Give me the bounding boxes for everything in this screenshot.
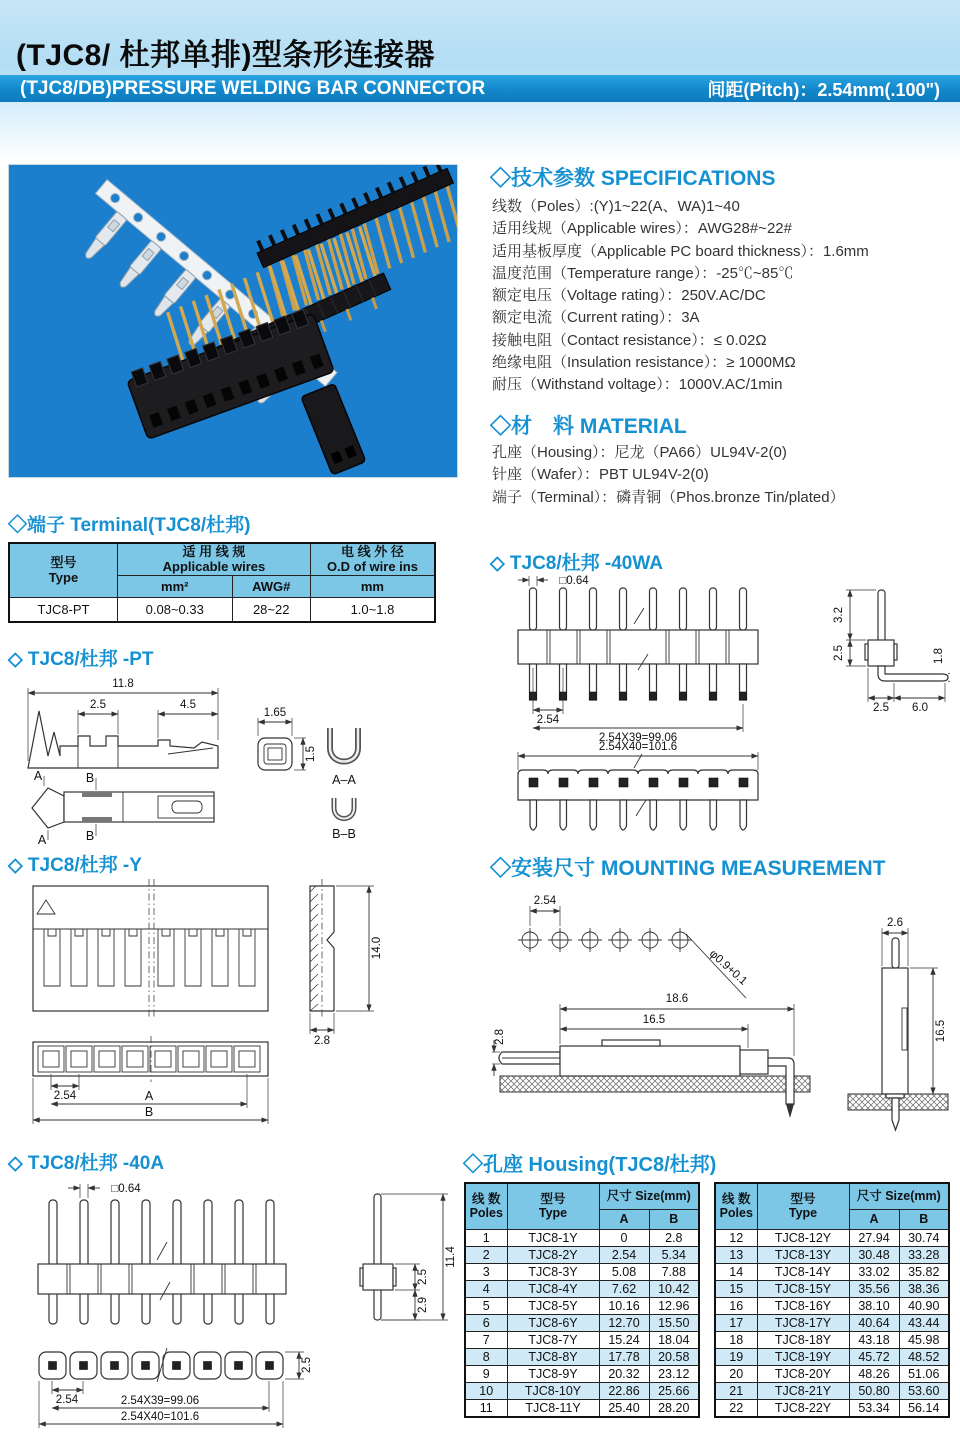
housing-row [715,1399,949,1417]
housing-heading: ◇孔座 Housing(TJC8/杜邦) [463,1154,717,1176]
dim-label: 2.54 [533,895,557,907]
dim-label: 2.5 [873,702,889,714]
housing-row [465,1331,699,1348]
type-cell: TJC8-4Y [507,1280,599,1297]
dim-label: 2.5 [417,1269,429,1285]
housing-row [465,1246,699,1263]
size-a-cell: 12.70 [599,1314,649,1331]
dim-label: 11.4 [445,1246,457,1268]
spec-line: 绝缘电阻（Insulation resistance）：≥ 1000MΩ [492,354,796,372]
type-cell: TJC8-16Y [757,1297,849,1314]
spec-line: 额定电压（Voltage rating）：250V.AC/DC [492,287,766,305]
dim-label: □0.64 [111,1183,141,1195]
terminal-awg-cell: 28~22 [232,597,310,622]
pt-end-view [258,707,317,770]
wa40-heading: ◇ TJC8/杜邦 -40WA [490,553,663,574]
pt-top-view [32,769,214,846]
type-cell: TJC8-21Y [757,1382,849,1399]
dim-label: 2.8 [494,1029,506,1045]
section-label: A–A [332,773,356,787]
dim-label: 2.54 [55,1394,79,1406]
mounting-side-view [492,993,810,1118]
type-cell: TJC8-6Y [507,1314,599,1331]
section-mark: A [33,769,43,783]
pt-side-view [28,678,218,768]
size-a-cell: 10.16 [599,1297,649,1314]
size-b-cell: 38.36 [899,1280,949,1297]
material-line: 针座（Wafer）：PBT UL94V-2(0) [492,466,709,484]
size-b-cell: 25.66 [649,1382,699,1399]
dim-label: 2.5 [90,699,106,711]
a40-heading: ◇ TJC8/杜邦 -40A [8,1153,165,1174]
type-cell: TJC8-13Y [757,1246,849,1263]
size-b-cell: 43.44 [899,1314,949,1331]
terminal-heading: ◇端子 Terminal(TJC8/杜邦) [8,515,251,536]
size-a-cell: 33.02 [849,1263,899,1280]
type-cell: TJC8-7Y [507,1331,599,1348]
housing-col-size: 尺寸 Size(mm) [849,1183,949,1209]
housing-col-type: 型号 Type [757,1183,849,1229]
type-cell: TJC8-2Y [507,1246,599,1263]
type-cell: TJC8-15Y [757,1280,849,1297]
housing-row [715,1365,949,1382]
section-mark: B [85,771,95,785]
type-cell: TJC8-12Y [757,1229,849,1246]
a40-drawing [8,1172,458,1433]
material-line: 孔座（Housing）：尼龙（PA66）UL94V-2(0) [492,444,787,461]
housing-row [465,1365,699,1382]
housing-row [715,1297,949,1314]
dim-label: 2.54X40=101.6 [598,741,678,753]
dim-label: 1.5 [305,746,317,762]
wa40-bottom-view [518,741,758,830]
size-a-cell: 45.72 [849,1348,899,1365]
size-b-cell: 2.8 [649,1229,699,1246]
y-bottom-view [33,1036,268,1124]
poles-cell: 12 [715,1229,757,1246]
size-b-cell: 15.50 [649,1314,699,1331]
size-a-cell: 5.08 [599,1263,649,1280]
terminal-table [8,542,436,623]
housing-row [465,1399,699,1417]
size-b-cell: 18.04 [649,1331,699,1348]
size-b-cell: 56.14 [899,1399,949,1417]
size-b-cell: 45.98 [899,1331,949,1348]
dim-label: 11.8 [112,678,134,690]
poles-cell: 17 [715,1314,757,1331]
section-label: B–B [332,827,356,841]
dim-label: 1.8 [933,648,945,664]
poles-cell: 4 [465,1280,507,1297]
dim-label: 16.5 [935,1019,947,1043]
housing-row [465,1314,699,1331]
terminal-mm2-cell: 0.08~0.33 [118,597,233,622]
dim-label: 14.0 [371,936,383,960]
size-a-cell: 35.56 [849,1280,899,1297]
type-cell: TJC8-19Y [757,1348,849,1365]
size-b-cell: 23.12 [649,1365,699,1382]
housing-subcol-b: B [649,1209,699,1229]
poles-cell: 3 [465,1263,507,1280]
housing-row [715,1331,949,1348]
type-cell: TJC8-17Y [757,1314,849,1331]
size-a-cell: 27.94 [849,1229,899,1246]
mounting-drawing [490,880,950,1137]
type-cell: TJC8-10Y [507,1382,599,1399]
size-b-cell: 53.60 [899,1382,949,1399]
size-a-cell: 40.64 [849,1314,899,1331]
spec-line: 适用基板厚度（Applicable PC board thickness）：1.6mm [492,242,869,260]
size-a-cell: 48.26 [849,1365,899,1382]
terminal-type-cell: TJC8-PT [9,597,118,622]
wa40-front-view [518,575,758,744]
a40-front-view [38,1183,286,1324]
housing-col-poles: 线 数 Poles [465,1183,507,1229]
type-cell: TJC8-14Y [757,1263,849,1280]
section-mark: B [85,829,95,843]
title-bar [0,75,960,102]
poles-cell: 7 [465,1331,507,1348]
mounting-vertical-view [848,917,948,1130]
poles-cell: 1 [465,1229,507,1246]
dim-label: 2.54X39=99.06 [120,1395,200,1407]
dim-label: 2.54 [536,714,560,726]
housing-subcol-b: B [899,1209,949,1229]
wa40-drawing [490,572,950,843]
poles-cell: 10 [465,1382,507,1399]
dim-label: 2.54X40=101.6 [120,1411,200,1423]
size-b-cell: 5.34 [649,1246,699,1263]
spec-line: 适用线规（Applicable wires）：AWG28#~22# [492,220,792,238]
terminal-col-wires: 适 用 线 规 Applicable wires [118,543,311,575]
size-b-cell: 33.28 [899,1246,949,1263]
dim-label: 2.5 [833,645,845,661]
poles-cell: 22 [715,1399,757,1417]
housing-row [465,1280,699,1297]
dim-label: 2.54 [53,1090,77,1102]
size-a-cell: 15.24 [599,1331,649,1348]
housing-row [715,1348,949,1365]
size-b-cell: 12.96 [649,1297,699,1314]
dim-label: 2.9 [417,1297,429,1313]
spec-line: 额定电流（Current rating）：3A [492,309,700,327]
size-b-cell: 10.42 [649,1280,699,1297]
pt-drawing [8,666,458,851]
size-b-cell: 28.20 [649,1399,699,1417]
housing-row [715,1314,949,1331]
type-cell: TJC8-20Y [757,1365,849,1382]
poles-cell: 9 [465,1365,507,1382]
size-a-cell: 43.18 [849,1331,899,1348]
housing-table-right [714,1182,950,1418]
size-a-cell: 50.80 [849,1382,899,1399]
size-a-cell: 22.86 [599,1382,649,1399]
housing-row [465,1348,699,1365]
terminal-subcol-awg: AWG# [232,575,310,597]
y-heading: ◇ TJC8/杜邦 -Y [8,855,142,876]
housing-row [715,1229,949,1246]
poles-cell: 6 [465,1314,507,1331]
specifications-heading: ◇技术参数 SPECIFICATIONS [490,167,776,190]
type-cell: TJC8-9Y [507,1365,599,1382]
type-cell: TJC8-11Y [507,1399,599,1417]
page-subtitle: (TJC8/DB)PRESSURE WELDING BAR CONNECTOR [20,77,486,99]
size-a-cell: 2.54 [599,1246,649,1263]
size-b-cell: 35.82 [899,1263,949,1280]
dim-label: A [144,1089,154,1103]
size-b-cell: 20.58 [649,1348,699,1365]
type-cell: TJC8-3Y [507,1263,599,1280]
size-b-cell: 7.88 [649,1263,699,1280]
size-b-cell: 30.74 [899,1229,949,1246]
poles-cell: 16 [715,1297,757,1314]
type-cell: TJC8-22Y [757,1399,849,1417]
terminal-od-cell: 1.0~1.8 [310,597,435,622]
size-a-cell: 38.10 [849,1297,899,1314]
pt-heading: ◇ TJC8/杜邦 -PT [8,649,154,670]
dim-label: 3.2 [833,607,845,623]
dim-label: 2.8 [314,1035,330,1047]
poles-cell: 14 [715,1263,757,1280]
a40-bottom-view [39,1348,313,1428]
poles-cell: 13 [715,1246,757,1263]
dim-label: 16.5 [642,1014,666,1026]
housing-row [715,1382,949,1399]
dim-label: 2.6 [887,917,903,929]
terminal-col-type: 型号 Type [9,543,118,597]
poles-cell: 2 [465,1246,507,1263]
y-front-view [33,879,268,1018]
poles-cell: 15 [715,1280,757,1297]
specifications-list [492,196,952,397]
spec-line: 接触电阻（Contact resistance）：≤ 0.02Ω [492,331,767,349]
a40-side-view [360,1194,457,1320]
spec-line: 线数（Poles）:(Y)1~22(A、WA)1~40 [492,198,740,215]
housing-row [715,1280,949,1297]
y-drawing [8,874,458,1135]
housing-col-size: 尺寸 Size(mm) [599,1183,699,1209]
terminal-col-od: 电 线 外 径 O.D of wire ins [310,543,435,575]
section-mark: A [37,833,47,846]
material-list [492,442,952,509]
product-photo-illustration [9,165,457,477]
type-cell: TJC8-5Y [507,1297,599,1314]
poles-cell: 21 [715,1382,757,1399]
housing-col-poles: 线 数 Poles [715,1183,757,1229]
pt-section-aa [330,728,358,787]
poles-cell: 8 [465,1348,507,1365]
spec-line: 耐压（Withstand voltage）：1000V.AC/1min [492,376,783,394]
size-a-cell: 53.34 [849,1399,899,1417]
housing-row [465,1263,699,1280]
type-cell: TJC8-1Y [507,1229,599,1246]
product-photo [8,164,458,478]
size-b-cell: 40.90 [899,1297,949,1314]
type-cell: TJC8-18Y [757,1331,849,1348]
size-a-cell: 30.48 [849,1246,899,1263]
housing-subcol-a: A [849,1209,899,1229]
wa40-side-view [833,590,950,714]
spec-line: 温度范围（Temperature range）：-25℃~85℃ [492,264,794,282]
housing-row [465,1229,699,1246]
mounting-hole-pattern [518,895,749,998]
dim-label: 2.5 [301,1357,313,1373]
size-a-cell: 7.62 [599,1280,649,1297]
terminal-row [9,597,435,622]
terminal-subcol-mm: mm [310,575,435,597]
size-a-cell: 17.78 [599,1348,649,1365]
mounting-heading: ◇安装尺寸 MOUNTING MEASUREMENT [490,857,886,880]
housing-row [715,1263,949,1280]
dim-label: 6.0 [912,702,928,714]
size-a-cell: 20.32 [599,1365,649,1382]
dim-label: 1.65 [263,707,287,719]
dim-label: φ0.9+0.1 [706,947,750,988]
size-a-cell: 0 [599,1229,649,1246]
page-title: (TJC8/ 杜邦单排)型条形连接器 [16,39,436,72]
poles-cell: 11 [465,1399,507,1417]
poles-cell: 20 [715,1365,757,1382]
poles-cell: 19 [715,1348,757,1365]
y-side-view [310,879,383,1047]
pitch-label: 间距(Pitch)：2.54mm(.100") [707,79,940,100]
size-b-cell: 48.52 [899,1348,949,1365]
dim-label: 18.6 [665,993,689,1005]
pt-section-bb [332,798,356,841]
dim-label: 2.54X39=99.06 [598,732,678,744]
size-a-cell: 25.40 [599,1399,649,1417]
material-heading: ◇材 料 MATERIAL [490,415,687,438]
housing-subcol-a: A [599,1209,649,1229]
terminal-subcol-mm2: mm² [118,575,233,597]
dim-label: 4.5 [180,699,196,711]
material-line: 端子（Terminal）：磷青铜（Phos.bronze Tin/plated） [492,488,845,506]
poles-cell: 18 [715,1331,757,1348]
housing-col-type: 型号 Type [507,1183,599,1229]
poles-cell: 5 [465,1297,507,1314]
type-cell: TJC8-8Y [507,1348,599,1365]
size-b-cell: 51.06 [899,1365,949,1382]
dim-label: B [144,1105,154,1119]
housing-table-left [464,1182,700,1418]
dim-label: □0.64 [559,575,589,587]
housing-row [715,1246,949,1263]
housing-row [465,1297,699,1314]
housing-row [465,1382,699,1399]
